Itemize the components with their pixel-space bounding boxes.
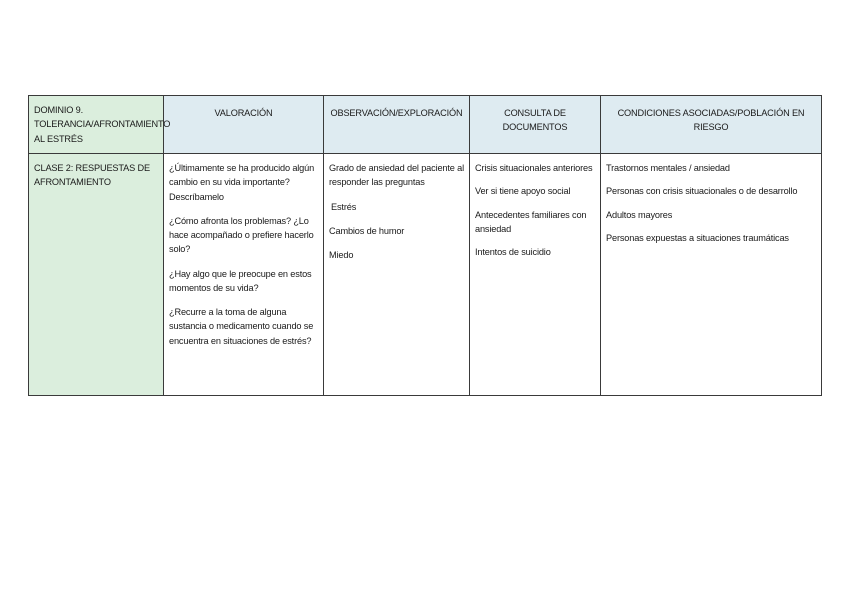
assessment-table (28, 95, 822, 396)
consulta-item-2: Ver si tiene apoyo social (475, 186, 571, 197)
valoracion-question-1: ¿Últimamente se ha producido algún cambio en su vida importante? Descríbamelo (169, 163, 315, 202)
condiciones-item-1: Trastornos mentales / ansiedad (606, 163, 730, 173)
table-header-row (29, 96, 822, 154)
observacion-item-1: Grado de ansiedad del paciente al responder las preguntas (329, 163, 465, 188)
condiciones-header (601, 96, 822, 154)
domain-header (29, 96, 171, 154)
valoracion-cell (164, 154, 324, 396)
valoracion-question-4: ¿Recurre a la toma de alguna sustancia o medicamento cuando se encuentra en situaciones de estrés? (169, 307, 314, 346)
observacion-item-4: Miedo (329, 250, 354, 260)
valoracion-header-text: VALORACIÓN (214, 108, 273, 118)
valoracion-question-2: ¿Cómo afronta los problemas? ¿Lo hace acompañado o prefiere hacerlo solo? (169, 215, 314, 255)
observacion-item-2: Estrés (331, 201, 357, 212)
condiciones-item-4: Personas expuestas a situaciones traumáticas (606, 232, 789, 243)
condiciones-cell (601, 154, 822, 396)
observacion-header (324, 96, 470, 154)
observacion-item-3: Cambios de humor (329, 225, 405, 236)
observacion-header-text: OBSERVACIÓN/EXPLORACIÓN (330, 108, 463, 118)
consulta-item-1: Crisis situacionales anteriores (475, 163, 593, 173)
condiciones-item-2: Personas con crisis situacionales o de desarrollo (606, 186, 798, 197)
valoracion-header (164, 96, 324, 154)
condiciones-item-3: Adultos mayores (606, 209, 673, 220)
observacion-cell (324, 154, 470, 396)
class-label: CLASE 2: RESPUESTAS DE AFRONTAMIENTO (34, 163, 151, 188)
consulta-header (470, 96, 601, 154)
domain-header-text: DOMINIO 9. TOLERANCIA/AFRONTAMIENTO AL ESTRÉS (34, 105, 171, 144)
consulta-item-4: Intentos de suicidio (475, 247, 551, 257)
consulta-header-text: CONSULTA DE DOCUMENTOS (502, 108, 568, 133)
consulta-cell (470, 154, 601, 396)
consulta-item-3: Antecedentes familiares con ansiedad (475, 209, 587, 234)
condiciones-header-text: CONDICIONES ASOCIADAS/POBLACIÓN EN RIESGO (617, 108, 805, 133)
table-row (29, 154, 822, 396)
class-cell (29, 154, 164, 396)
valoracion-question-3: ¿Hay algo que le preocupe en estos momentos de su vida? (169, 268, 312, 293)
